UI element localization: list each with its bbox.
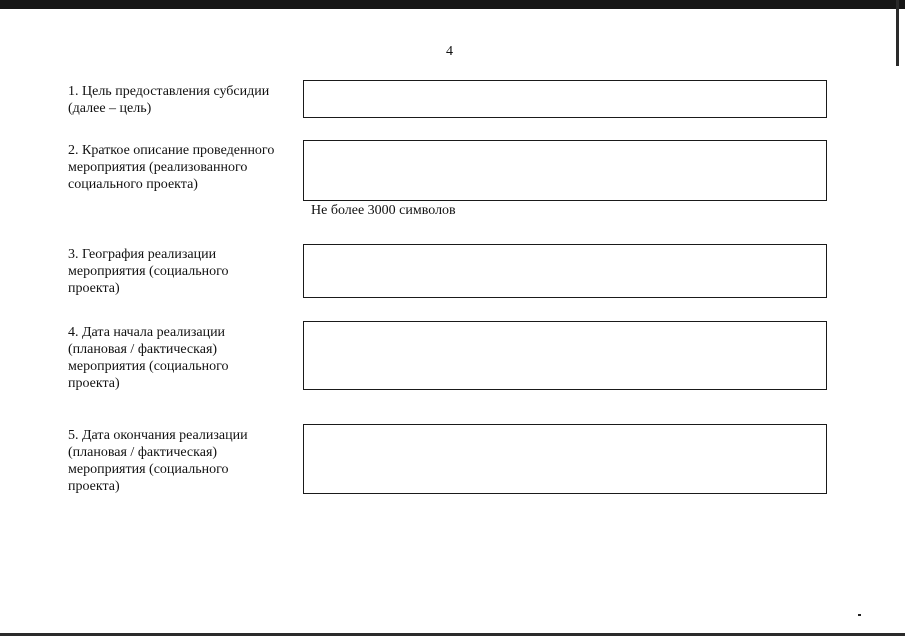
scan-bottom-border (0, 633, 905, 636)
field-box-description[interactable] (303, 140, 827, 201)
page-number: 4 (446, 44, 453, 59)
scan-right-border (896, 0, 899, 66)
field-box-start-date[interactable] (303, 321, 827, 390)
field-label-description: 2. Краткое описание проведенного мероприятия (реализованного социального проекта) (68, 143, 275, 192)
field-label-start-date: 4. Дата начала реализации (плановая / фактическая) мероприятия (социального проекта) (68, 325, 229, 391)
field-box-geography[interactable] (303, 244, 827, 298)
field-box-purpose[interactable] (303, 80, 827, 118)
description-hint: Не более 3000 символов (311, 203, 456, 218)
scan-speck (858, 614, 861, 616)
field-label-geography: 3. География реализации мероприятия (социального проекта) (68, 247, 229, 296)
field-label-purpose: 1. Цель предоставления субсидии (далее – цель) (68, 84, 270, 116)
field-box-end-date[interactable] (303, 424, 827, 494)
scan-top-border (0, 0, 905, 9)
field-label-end-date: 5. Дата окончания реализации (плановая / фактическая) мероприятия (социального проекта) (68, 428, 248, 494)
